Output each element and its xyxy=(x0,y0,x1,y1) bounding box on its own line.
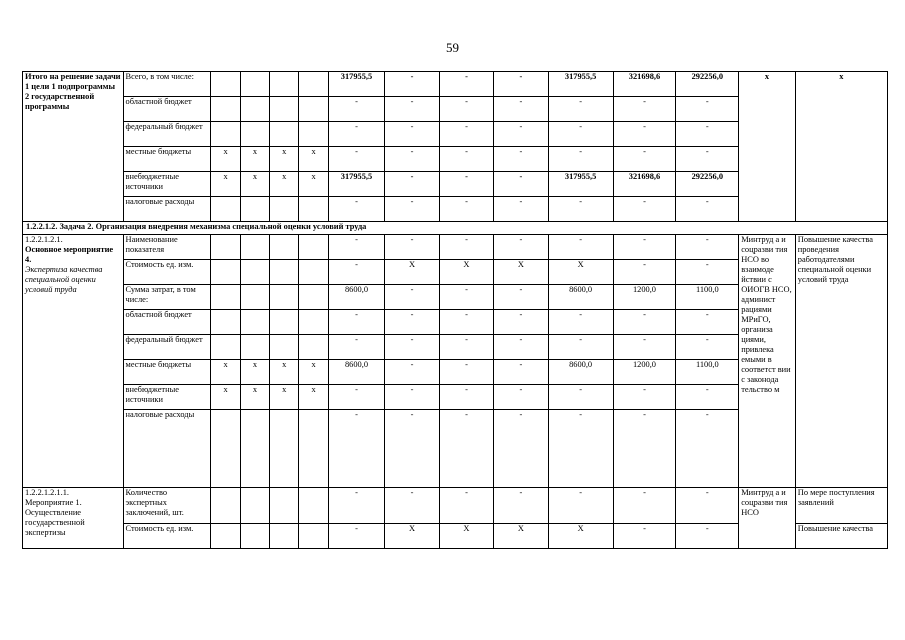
value-cell: 321698,6 xyxy=(613,72,676,97)
mark-cell xyxy=(270,524,299,549)
result-cell: Повышение качества xyxy=(795,524,887,549)
mark-cell xyxy=(240,122,269,147)
value-cell: - xyxy=(676,197,739,222)
value-cell: 317955,5 xyxy=(328,172,385,197)
value-cell: - xyxy=(385,235,439,260)
value-cell: - xyxy=(439,72,493,97)
funding-source-cell: местные бюджеты xyxy=(123,147,211,172)
value-cell: - xyxy=(328,260,385,285)
value-cell: - xyxy=(439,235,493,260)
mark-cell xyxy=(211,260,240,285)
funding-source-cell: Наименование показателя xyxy=(123,235,211,260)
value-cell: - xyxy=(676,410,739,488)
executor-cell: Минтруд а и соцразви тия НСО во взаимоде йствии с ОИОГВ НСО, админист рациями МРиГО, организа циями, привлека емыми в соответст вии с законода тельство м xyxy=(739,235,796,488)
table-row xyxy=(23,72,888,97)
mark-cell xyxy=(240,72,269,97)
event-title: Основное мероприятие 4. xyxy=(25,245,114,264)
value-cell: - xyxy=(494,285,548,310)
value-cell: 321698,6 xyxy=(613,172,676,197)
mark-cell: x xyxy=(211,147,240,172)
mark-cell xyxy=(240,285,269,310)
table-row xyxy=(23,488,888,524)
mark-cell xyxy=(270,285,299,310)
value-cell: - xyxy=(548,235,613,260)
value-cell: - xyxy=(676,97,739,122)
mark-cell xyxy=(240,235,269,260)
value-cell: - xyxy=(613,385,676,410)
mark-cell xyxy=(211,285,240,310)
mark-cell xyxy=(240,310,269,335)
value-cell: - xyxy=(328,488,385,524)
mark-cell xyxy=(299,488,328,524)
value-cell: - xyxy=(439,172,493,197)
mark-cell xyxy=(211,310,240,335)
funding-source-cell: федеральный бюджет xyxy=(123,335,211,360)
value-cell: - xyxy=(328,410,385,488)
value-cell: 1200,0 xyxy=(613,285,676,310)
executor-cell: x xyxy=(739,72,796,222)
value-cell: - xyxy=(494,310,548,335)
task-header-row xyxy=(23,222,888,235)
value-cell: - xyxy=(439,97,493,122)
value-cell: - xyxy=(613,410,676,488)
mark-cell xyxy=(299,197,328,222)
mark-cell: x xyxy=(211,385,240,410)
value-cell: - xyxy=(613,310,676,335)
mark-cell xyxy=(211,72,240,97)
value-cell: 317955,5 xyxy=(328,72,385,97)
value-cell: - xyxy=(613,260,676,285)
mark-cell: x xyxy=(211,360,240,385)
value-cell: - xyxy=(613,147,676,172)
value-cell: - xyxy=(385,147,439,172)
mark-cell xyxy=(270,97,299,122)
page-number: 59 xyxy=(446,40,459,55)
event-title: Мероприятие 1. xyxy=(25,498,82,507)
mark-cell xyxy=(270,122,299,147)
mark-cell: x xyxy=(211,172,240,197)
mark-cell: x xyxy=(270,172,299,197)
value-cell: - xyxy=(676,335,739,360)
funding-source-cell: Сумма затрат, в том числе: xyxy=(123,285,211,310)
value-cell: X xyxy=(548,260,613,285)
funding-source-cell: федеральный бюджет xyxy=(123,122,211,147)
value-cell: - xyxy=(613,235,676,260)
mark-cell xyxy=(240,197,269,222)
mark-cell xyxy=(211,524,240,549)
mark-cell: x xyxy=(240,147,269,172)
value-cell: - xyxy=(385,172,439,197)
value-cell: - xyxy=(439,122,493,147)
value-cell: - xyxy=(328,524,385,549)
value-cell: - xyxy=(676,235,739,260)
event-cell xyxy=(23,488,124,549)
funding-source-cell: Всего, в том числе: xyxy=(123,72,211,97)
value-cell: X xyxy=(494,524,548,549)
mark-cell xyxy=(240,97,269,122)
value-cell: - xyxy=(385,122,439,147)
value-cell: 1200,0 xyxy=(613,360,676,385)
value-cell: - xyxy=(328,122,385,147)
event-code: 1.2.2.1.2.1. xyxy=(25,235,63,244)
mark-cell: x xyxy=(270,147,299,172)
mark-cell xyxy=(299,235,328,260)
mark-cell: x xyxy=(299,147,328,172)
mark-cell xyxy=(211,97,240,122)
funding-source-cell: Стоимость ед. изм. xyxy=(123,260,211,285)
mark-cell: x xyxy=(240,385,269,410)
value-cell: - xyxy=(494,335,548,360)
value-cell: - xyxy=(328,385,385,410)
value-cell: X xyxy=(548,524,613,549)
mark-cell xyxy=(270,410,299,488)
value-cell: X xyxy=(439,524,493,549)
result-cell: x xyxy=(795,72,887,222)
event-description: Осуществление государственной экспертизы xyxy=(25,508,85,537)
funding-source-cell: налоговые расходы xyxy=(123,197,211,222)
value-cell: - xyxy=(676,524,739,549)
value-cell: - xyxy=(494,488,548,524)
value-cell: - xyxy=(676,310,739,335)
mark-cell xyxy=(299,285,328,310)
value-cell: - xyxy=(494,72,548,97)
mark-cell xyxy=(240,335,269,360)
value-cell: - xyxy=(328,197,385,222)
value-cell: 1100,0 xyxy=(676,285,739,310)
value-cell: - xyxy=(548,335,613,360)
value-cell: - xyxy=(613,524,676,549)
value-cell: - xyxy=(494,385,548,410)
value-cell: 8600,0 xyxy=(548,360,613,385)
value-cell: - xyxy=(385,72,439,97)
value-cell: - xyxy=(494,147,548,172)
value-cell: - xyxy=(494,122,548,147)
value-cell: - xyxy=(385,97,439,122)
mark-cell xyxy=(299,97,328,122)
mark-cell xyxy=(270,488,299,524)
mark-cell xyxy=(299,260,328,285)
value-cell: - xyxy=(548,147,613,172)
funding-source-cell: областной бюджет xyxy=(123,97,211,122)
value-cell: - xyxy=(385,310,439,335)
value-cell: - xyxy=(613,122,676,147)
mark-cell xyxy=(299,524,328,549)
mark-cell xyxy=(270,72,299,97)
value-cell: - xyxy=(548,97,613,122)
value-cell: - xyxy=(548,410,613,488)
value-cell: X xyxy=(494,260,548,285)
value-cell: - xyxy=(548,197,613,222)
value-cell: - xyxy=(494,197,548,222)
mark-cell xyxy=(270,235,299,260)
mark-cell xyxy=(211,122,240,147)
value-cell: X xyxy=(385,524,439,549)
value-cell: - xyxy=(494,172,548,197)
value-cell: - xyxy=(613,197,676,222)
value-cell: - xyxy=(439,410,493,488)
value-cell: - xyxy=(676,488,739,524)
mark-cell: x xyxy=(299,385,328,410)
value-cell: - xyxy=(548,385,613,410)
value-cell: 317955,5 xyxy=(548,72,613,97)
mark-cell xyxy=(270,335,299,360)
mark-cell xyxy=(270,310,299,335)
value-cell: - xyxy=(385,335,439,360)
value-cell: 8600,0 xyxy=(328,360,385,385)
mark-cell xyxy=(240,260,269,285)
value-cell: - xyxy=(385,385,439,410)
value-cell: - xyxy=(439,310,493,335)
mark-cell xyxy=(299,310,328,335)
value-cell: 317955,5 xyxy=(548,172,613,197)
value-cell: 8600,0 xyxy=(328,285,385,310)
mark-cell xyxy=(240,488,269,524)
value-cell: 1100,0 xyxy=(676,360,739,385)
mark-cell xyxy=(240,524,269,549)
funding-source-cell: областной бюджет xyxy=(123,310,211,335)
value-cell: - xyxy=(439,360,493,385)
result-cell: Повышение качества проведения работодателями специальной оценки условий труда xyxy=(795,235,887,488)
value-cell: - xyxy=(613,488,676,524)
mark-cell xyxy=(211,488,240,524)
value-cell: - xyxy=(328,335,385,360)
budget-table xyxy=(22,71,888,549)
executor-cell: Минтруд а и соцразви тия НСО xyxy=(739,488,796,549)
funding-source-cell: внебюджетные источники xyxy=(123,172,211,197)
value-cell: - xyxy=(676,122,739,147)
value-cell: - xyxy=(548,488,613,524)
value-cell: X xyxy=(385,260,439,285)
funding-source-cell: Стоимость ед. изм. xyxy=(123,524,211,549)
event-description: Экспертиза качества специальной оценки условий труда xyxy=(25,265,103,294)
funding-source-cell: местные бюджеты xyxy=(123,360,211,385)
value-cell: - xyxy=(385,360,439,385)
value-cell: 8600,0 xyxy=(548,285,613,310)
mark-cell xyxy=(270,260,299,285)
funding-source-cell: внебюджетные источники xyxy=(123,385,211,410)
value-cell: - xyxy=(439,335,493,360)
value-cell: - xyxy=(385,197,439,222)
value-cell: - xyxy=(613,335,676,360)
mark-cell xyxy=(299,410,328,488)
mark-cell: x xyxy=(240,172,269,197)
value-cell: - xyxy=(676,260,739,285)
summary-title-cell: Итого на решение задачи 1 цели 1 подпрограммы 2 государственной программы xyxy=(23,72,124,222)
event-code: 1.2.2.1.2.1.1. xyxy=(25,488,69,497)
mark-cell: x xyxy=(270,360,299,385)
mark-cell xyxy=(211,197,240,222)
value-cell: - xyxy=(494,410,548,488)
value-cell: X xyxy=(439,260,493,285)
value-cell: - xyxy=(494,360,548,385)
mark-cell: x xyxy=(240,360,269,385)
value-cell: - xyxy=(439,197,493,222)
value-cell: - xyxy=(328,97,385,122)
event-cell xyxy=(23,235,124,488)
value-cell: - xyxy=(439,285,493,310)
value-cell: - xyxy=(439,385,493,410)
task-header-cell: 1.2.2.1.2. Задача 2. Организация внедрения механизма специальной оценки условий труда xyxy=(23,222,888,235)
table-row xyxy=(23,235,888,260)
mark-cell: x xyxy=(299,172,328,197)
mark-cell xyxy=(211,235,240,260)
mark-cell xyxy=(211,410,240,488)
value-cell: - xyxy=(439,147,493,172)
value-cell: - xyxy=(328,147,385,172)
mark-cell xyxy=(211,335,240,360)
mark-cell xyxy=(240,410,269,488)
value-cell: - xyxy=(613,97,676,122)
mark-cell: x xyxy=(299,360,328,385)
mark-cell xyxy=(270,197,299,222)
value-cell: 292256,0 xyxy=(676,172,739,197)
mark-cell xyxy=(299,72,328,97)
value-cell: - xyxy=(439,488,493,524)
value-cell: 292256,0 xyxy=(676,72,739,97)
value-cell: - xyxy=(548,122,613,147)
value-cell: - xyxy=(328,310,385,335)
value-cell: - xyxy=(385,410,439,488)
value-cell: - xyxy=(676,385,739,410)
value-cell: - xyxy=(385,285,439,310)
funding-source-cell: Количество экспертных заключений, шт. xyxy=(123,488,211,524)
funding-source-cell: налоговые расходы xyxy=(123,410,211,488)
value-cell: - xyxy=(385,488,439,524)
value-cell: - xyxy=(328,235,385,260)
mark-cell xyxy=(299,122,328,147)
result-cell: По мере поступления заявлений xyxy=(795,488,887,524)
value-cell: - xyxy=(494,235,548,260)
mark-cell: x xyxy=(270,385,299,410)
value-cell: - xyxy=(676,147,739,172)
value-cell: - xyxy=(548,310,613,335)
value-cell: - xyxy=(494,97,548,122)
table-body xyxy=(23,72,888,549)
mark-cell xyxy=(299,335,328,360)
